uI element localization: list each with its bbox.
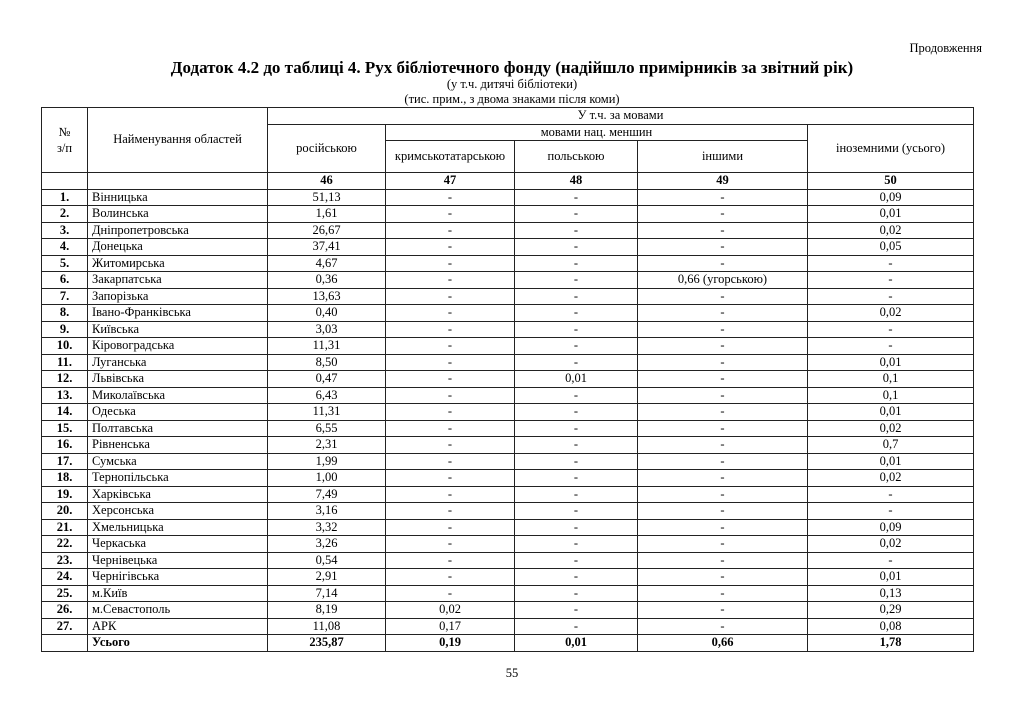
column-number-cell <box>42 173 88 190</box>
table-row <box>42 387 974 404</box>
russian-value: 7,49 <box>268 486 386 503</box>
document-title: Додаток 4.2 до таблиці 4. Рух бібліотечного фонду (надійшло примірників за звітний рік) <box>170 58 854 77</box>
others-value: - <box>638 371 808 388</box>
row-number: 5. <box>42 255 88 272</box>
table-row <box>42 437 974 454</box>
russian-value: 8,50 <box>268 354 386 371</box>
russian-value: 7,14 <box>268 585 386 602</box>
foreign-value: 0,02 <box>808 420 974 437</box>
russian-value: 3,26 <box>268 536 386 553</box>
others-value: - <box>638 420 808 437</box>
row-number: 7. <box>42 288 88 305</box>
row-number: 17. <box>42 453 88 470</box>
polish-value: - <box>515 420 638 437</box>
column-number-50: 50 <box>808 173 974 190</box>
row-number: 2. <box>42 206 88 223</box>
region-name: Полтавська <box>88 420 268 437</box>
crimean-tatar-value: 0,02 <box>386 602 515 619</box>
total-russian: 235,87 <box>268 635 386 652</box>
polish-value: - <box>515 288 638 305</box>
library-fund-table <box>41 107 974 652</box>
table-row <box>42 503 974 520</box>
others-value: - <box>638 536 808 553</box>
row-number: 24. <box>42 569 88 586</box>
table-row <box>42 453 974 470</box>
polish-value: - <box>515 404 638 421</box>
russian-value: 11,31 <box>268 404 386 421</box>
foreign-value: 0,01 <box>808 206 974 223</box>
foreign-value: - <box>808 272 974 289</box>
row-number: 10. <box>42 338 88 355</box>
header-russian: російською <box>268 124 386 173</box>
header-others: іншими <box>638 141 808 173</box>
others-value: - <box>638 206 808 223</box>
others-value: - <box>638 222 808 239</box>
region-name: АРК <box>88 618 268 635</box>
others-value: - <box>638 569 808 586</box>
header-by-language: У т.ч. за мовами <box>268 108 974 125</box>
region-name: Луганська <box>88 354 268 371</box>
row-number: 11. <box>42 354 88 371</box>
header-foreign: іноземними (усього) <box>808 124 974 173</box>
russian-value: 8,19 <box>268 602 386 619</box>
russian-value: 26,67 <box>268 222 386 239</box>
others-value: - <box>638 486 808 503</box>
russian-value: 0,36 <box>268 272 386 289</box>
others-value: - <box>638 602 808 619</box>
others-value: - <box>638 255 808 272</box>
polish-value: - <box>515 585 638 602</box>
crimean-tatar-value: - <box>386 255 515 272</box>
polish-value: - <box>515 552 638 569</box>
others-value: - <box>638 338 808 355</box>
region-name: Львівська <box>88 371 268 388</box>
row-number: 21. <box>42 519 88 536</box>
crimean-tatar-value: - <box>386 305 515 322</box>
russian-value: 1,00 <box>268 470 386 487</box>
others-value: - <box>638 437 808 454</box>
column-number-cell <box>88 173 268 190</box>
table-row <box>42 338 974 355</box>
table-row <box>42 519 974 536</box>
polish-value: - <box>515 272 638 289</box>
crimean-tatar-value: - <box>386 387 515 404</box>
table-row <box>42 486 974 503</box>
foreign-value: 0,01 <box>808 354 974 371</box>
table-row <box>42 569 974 586</box>
polish-value: - <box>515 486 638 503</box>
row-number: 16. <box>42 437 88 454</box>
russian-value: 0,47 <box>268 371 386 388</box>
region-name: Київська <box>88 321 268 338</box>
russian-value: 11,31 <box>268 338 386 355</box>
crimean-tatar-value: - <box>386 470 515 487</box>
total-crimean-tatar: 0,19 <box>386 635 515 652</box>
crimean-tatar-value: - <box>386 552 515 569</box>
polish-value: - <box>515 470 638 487</box>
russian-value: 0,40 <box>268 305 386 322</box>
crimean-tatar-value: - <box>386 338 515 355</box>
foreign-value: 0,09 <box>808 189 974 206</box>
russian-value: 2,91 <box>268 569 386 586</box>
polish-value: - <box>515 321 638 338</box>
row-number: 13. <box>42 387 88 404</box>
others-value: - <box>638 585 808 602</box>
foreign-value: - <box>808 552 974 569</box>
foreign-value: 0,02 <box>808 536 974 553</box>
region-name: м.Севастополь <box>88 602 268 619</box>
others-value: - <box>638 354 808 371</box>
foreign-value: 0,08 <box>808 618 974 635</box>
crimean-tatar-value: - <box>386 519 515 536</box>
column-number-47: 47 <box>386 173 515 190</box>
row-number: 14. <box>42 404 88 421</box>
row-number: 4. <box>42 239 88 256</box>
region-name: Чернівецька <box>88 552 268 569</box>
others-value: - <box>638 288 808 305</box>
polish-value: - <box>515 354 638 371</box>
total-row <box>42 635 974 652</box>
region-name: Волинська <box>88 206 268 223</box>
others-value: - <box>638 453 808 470</box>
russian-value: 1,99 <box>268 453 386 470</box>
polish-value: - <box>515 206 638 223</box>
table-row <box>42 305 974 322</box>
polish-value: - <box>515 569 638 586</box>
others-value: - <box>638 305 808 322</box>
crimean-tatar-value: - <box>386 189 515 206</box>
region-name: Кіровоградська <box>88 338 268 355</box>
table-row <box>42 321 974 338</box>
column-number-48: 48 <box>515 173 638 190</box>
table-row <box>42 585 974 602</box>
table-row <box>42 371 974 388</box>
foreign-value: 0,1 <box>808 387 974 404</box>
russian-value: 3,03 <box>268 321 386 338</box>
foreign-value: 0,01 <box>808 453 974 470</box>
region-name: Черкаська <box>88 536 268 553</box>
row-number: 8. <box>42 305 88 322</box>
header-number: № з/п <box>42 108 88 173</box>
polish-value: 0,01 <box>515 371 638 388</box>
region-name: Івано-Франківська <box>88 305 268 322</box>
others-value: - <box>638 189 808 206</box>
region-name: Дніпропетровська <box>88 222 268 239</box>
russian-value: 2,31 <box>268 437 386 454</box>
foreign-value: - <box>808 321 974 338</box>
polish-value: - <box>515 453 638 470</box>
polish-value: - <box>515 519 638 536</box>
table-row <box>42 222 974 239</box>
foreign-value: - <box>808 486 974 503</box>
others-value: 0,66 (угорською) <box>638 272 808 289</box>
row-number: 9. <box>42 321 88 338</box>
polish-value: - <box>515 305 638 322</box>
crimean-tatar-value: - <box>386 503 515 520</box>
total-foreign: 1,78 <box>808 635 974 652</box>
row-number: 23. <box>42 552 88 569</box>
crimean-tatar-value: - <box>386 371 515 388</box>
russian-value: 11,08 <box>268 618 386 635</box>
region-name: Закарпатська <box>88 272 268 289</box>
foreign-value: 0,13 <box>808 585 974 602</box>
region-name: Донецька <box>88 239 268 256</box>
others-value: - <box>638 404 808 421</box>
header-minorities: мовами нац. меншин <box>386 124 808 141</box>
region-name: Житомирська <box>88 255 268 272</box>
crimean-tatar-value: - <box>386 321 515 338</box>
russian-value: 4,67 <box>268 255 386 272</box>
region-name: Сумська <box>88 453 268 470</box>
crimean-tatar-value: - <box>386 222 515 239</box>
region-name: Тернопільська <box>88 470 268 487</box>
foreign-value: 0,02 <box>808 222 974 239</box>
row-number: 3. <box>42 222 88 239</box>
others-value: - <box>638 387 808 404</box>
crimean-tatar-value: - <box>386 420 515 437</box>
table-row <box>42 255 974 272</box>
table-row <box>42 288 974 305</box>
polish-value: - <box>515 618 638 635</box>
crimean-tatar-value: - <box>386 404 515 421</box>
russian-value: 3,16 <box>268 503 386 520</box>
row-number: 6. <box>42 272 88 289</box>
region-name: Запорізька <box>88 288 268 305</box>
header-region: Найменування областей <box>88 108 268 173</box>
region-name: Миколаївська <box>88 387 268 404</box>
region-name: Одеська <box>88 404 268 421</box>
foreign-value: 0,29 <box>808 602 974 619</box>
row-number: 26. <box>42 602 88 619</box>
polish-value: - <box>515 602 638 619</box>
table-row <box>42 354 974 371</box>
crimean-tatar-value: 0,17 <box>386 618 515 635</box>
continuation-label: Продовження <box>909 41 982 55</box>
foreign-value: - <box>808 255 974 272</box>
others-value: - <box>638 519 808 536</box>
table-row <box>42 189 974 206</box>
foreign-value: - <box>808 503 974 520</box>
polish-value: - <box>515 503 638 520</box>
crimean-tatar-value: - <box>386 536 515 553</box>
table-row <box>42 470 974 487</box>
foreign-value: - <box>808 338 974 355</box>
table-row <box>42 206 974 223</box>
region-name: м.Київ <box>88 585 268 602</box>
foreign-value: 0,1 <box>808 371 974 388</box>
russian-value: 13,63 <box>268 288 386 305</box>
russian-value: 0,54 <box>268 552 386 569</box>
total-others: 0,66 <box>638 635 808 652</box>
others-value: - <box>638 470 808 487</box>
crimean-tatar-value: - <box>386 239 515 256</box>
foreign-value: 0,05 <box>808 239 974 256</box>
crimean-tatar-value: - <box>386 288 515 305</box>
table-row <box>42 239 974 256</box>
table-row <box>42 618 974 635</box>
region-name: Чернігівська <box>88 569 268 586</box>
crimean-tatar-value: - <box>386 206 515 223</box>
crimean-tatar-value: - <box>386 585 515 602</box>
polish-value: - <box>515 255 638 272</box>
russian-value: 51,13 <box>268 189 386 206</box>
others-value: - <box>638 239 808 256</box>
row-number: 1. <box>42 189 88 206</box>
row-number: 20. <box>42 503 88 520</box>
total-label: Усього <box>88 635 268 652</box>
region-name: Хмельницька <box>88 519 268 536</box>
subtitle-units: (тис. прим., з двома знаками після коми) <box>404 92 620 106</box>
foreign-value: 0,01 <box>808 569 974 586</box>
subtitle-children-libraries: (у т.ч. дитячі бібліотеки) <box>446 77 578 91</box>
others-value: - <box>638 552 808 569</box>
foreign-value: 0,02 <box>808 470 974 487</box>
table-row <box>42 404 974 421</box>
russian-value: 3,32 <box>268 519 386 536</box>
russian-value: 6,43 <box>268 387 386 404</box>
russian-value: 1,61 <box>268 206 386 223</box>
polish-value: - <box>515 387 638 404</box>
region-name: Вінницька <box>88 189 268 206</box>
foreign-value: 0,09 <box>808 519 974 536</box>
russian-value: 37,41 <box>268 239 386 256</box>
crimean-tatar-value: - <box>386 486 515 503</box>
table-row <box>42 552 974 569</box>
header-crimean-tatar: кримськотатарською <box>386 141 515 173</box>
crimean-tatar-value: - <box>386 437 515 454</box>
polish-value: - <box>515 536 638 553</box>
page-number: 55 <box>505 666 519 680</box>
table-row <box>42 420 974 437</box>
total-polish: 0,01 <box>515 635 638 652</box>
foreign-value: 0,02 <box>808 305 974 322</box>
others-value: - <box>638 618 808 635</box>
row-number: 22. <box>42 536 88 553</box>
region-name: Рівненська <box>88 437 268 454</box>
russian-value: 6,55 <box>268 420 386 437</box>
polish-value: - <box>515 437 638 454</box>
table-row <box>42 602 974 619</box>
polish-value: - <box>515 222 638 239</box>
row-number: 18. <box>42 470 88 487</box>
column-number-49: 49 <box>638 173 808 190</box>
row-number: 25. <box>42 585 88 602</box>
crimean-tatar-value: - <box>386 272 515 289</box>
crimean-tatar-value: - <box>386 354 515 371</box>
polish-value: - <box>515 239 638 256</box>
row-number: 15. <box>42 420 88 437</box>
foreign-value: 0,7 <box>808 437 974 454</box>
polish-value: - <box>515 338 638 355</box>
total-number-cell <box>42 635 88 652</box>
region-name: Херсонська <box>88 503 268 520</box>
table-row <box>42 272 974 289</box>
others-value: - <box>638 321 808 338</box>
table-row <box>42 536 974 553</box>
foreign-value: - <box>808 288 974 305</box>
row-number: 27. <box>42 618 88 635</box>
row-number: 12. <box>42 371 88 388</box>
header-polish: польською <box>515 141 638 173</box>
crimean-tatar-value: - <box>386 453 515 470</box>
polish-value: - <box>515 189 638 206</box>
others-value: - <box>638 503 808 520</box>
foreign-value: 0,01 <box>808 404 974 421</box>
column-number-46: 46 <box>268 173 386 190</box>
region-name: Харківська <box>88 486 268 503</box>
row-number: 19. <box>42 486 88 503</box>
crimean-tatar-value: - <box>386 569 515 586</box>
